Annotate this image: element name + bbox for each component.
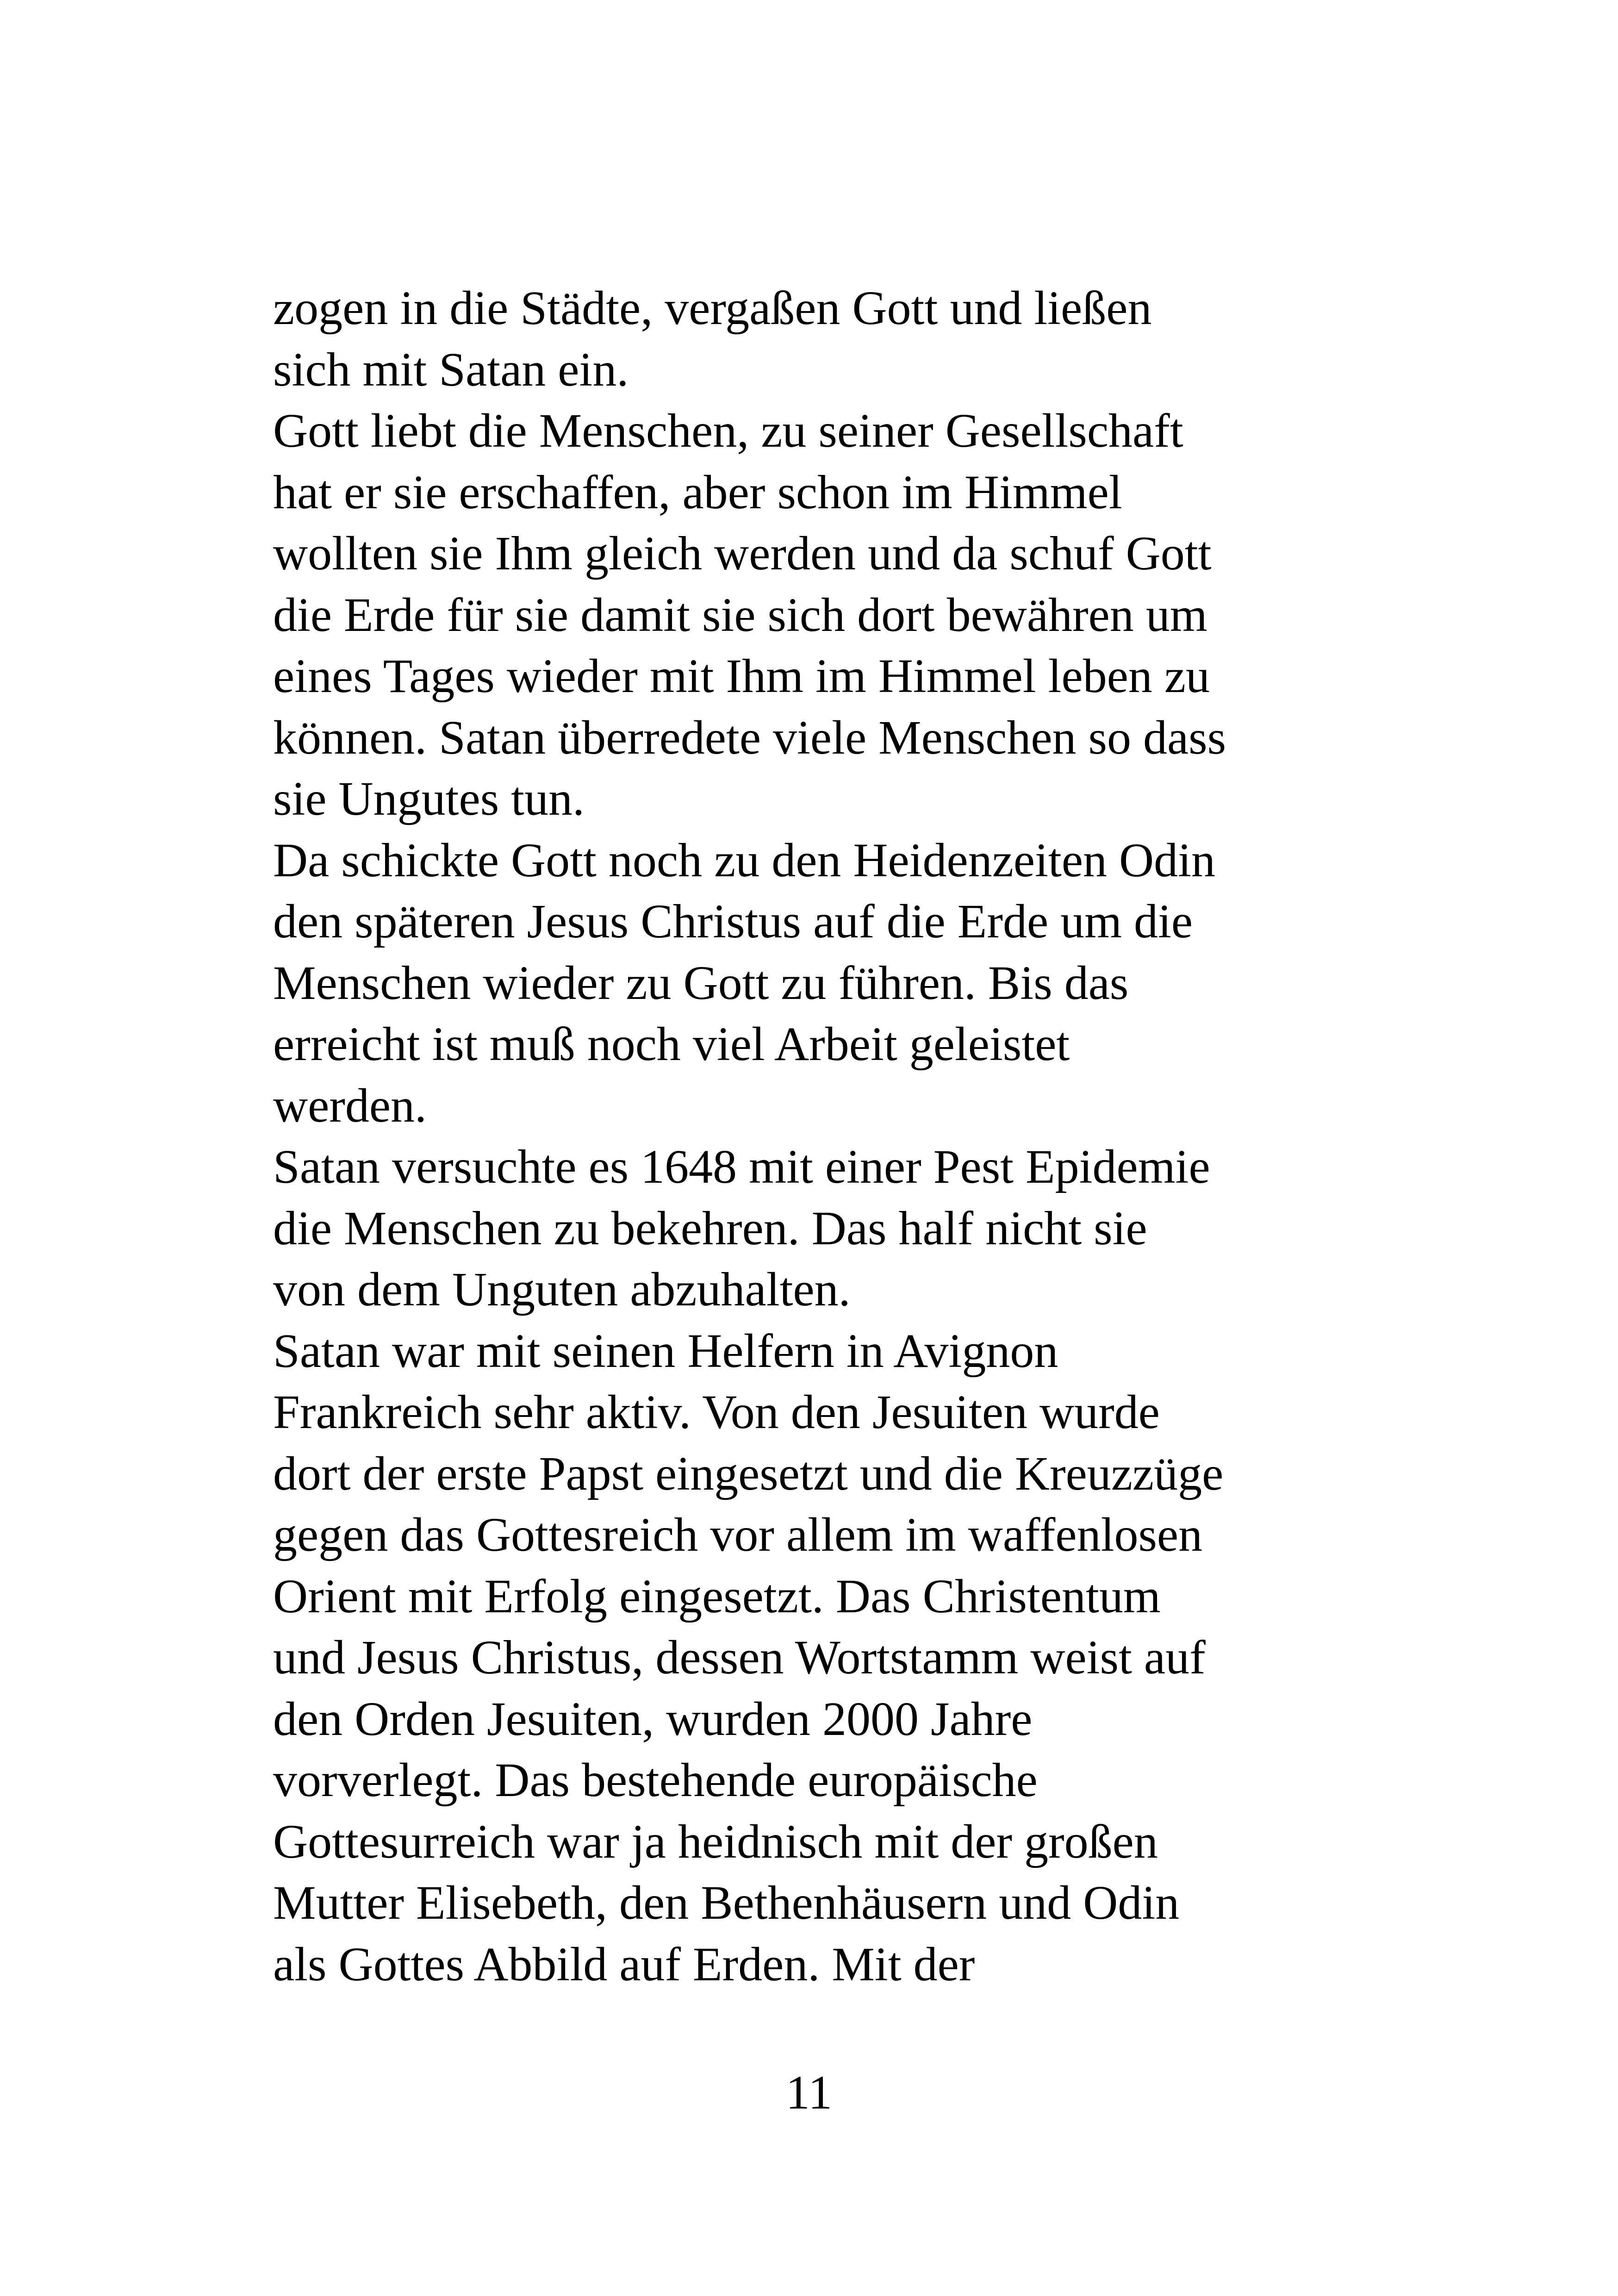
text-line: die Erde für sie damit sie sich dort bewähren um <box>273 588 1207 642</box>
text-line: sich mit Satan ein. <box>273 343 629 396</box>
text-line: werden. <box>273 1079 427 1132</box>
text-line: den späteren Jesus Christus auf die Erde um die <box>273 895 1193 948</box>
text-line: Mutter Elisebeth, den Bethenhäusern und Odin <box>273 1876 1180 1929</box>
text-line: eines Tages wieder mit Ihm im Himmel leben zu <box>273 649 1210 703</box>
text-line: hat er sie erschaffen, aber schon im Himmel <box>273 465 1122 519</box>
text-line: sie Ungutes tun. <box>273 772 585 825</box>
text-line: von dem Unguten abzuhalten. <box>273 1263 851 1316</box>
text-line: Satan war mit seinen Helfern in Avignon <box>273 1324 1058 1378</box>
text-line: erreicht ist muß noch viel Arbeit geleistet <box>273 1017 1070 1071</box>
text-line: dort der erste Papst eingesetzt und die Kreuzzüge <box>273 1447 1224 1500</box>
text-line: zogen in die Städte, vergaßen Gott und ließen <box>273 281 1152 335</box>
text-line: und Jesus Christus, dessen Wortstamm weist auf <box>273 1631 1206 1684</box>
text-line: wollten sie Ihm gleich werden und da schuf Gott <box>273 527 1212 580</box>
text-line: Da schickte Gott noch zu den Heidenzeiten Odin <box>273 833 1215 887</box>
page-number: 11 <box>785 2066 833 2119</box>
text-line: Menschen wieder zu Gott zu führen. Bis das <box>273 956 1129 1010</box>
text-line: die Menschen zu bekehren. Das half nicht sie <box>273 1201 1147 1255</box>
text-line: gegen das Gottesreich vor allem im waffenlosen <box>273 1508 1203 1561</box>
text-line: Gott liebt die Menschen, zu seiner Gesellschaft <box>273 404 1183 457</box>
text-line: den Orden Jesuiten, wurden 2000 Jahre <box>273 1692 1033 1746</box>
text-line: Orient mit Erfolg eingesetzt. Das Christentum <box>273 1569 1161 1623</box>
text-line: können. Satan überredete viele Menschen so dass <box>273 711 1226 764</box>
text-line: Satan versuchte es 1648 mit einer Pest Epidemie <box>273 1140 1210 1193</box>
text-line: Gottesurreich war ja heidnisch mit der großen <box>273 1815 1158 1868</box>
text-line: als Gottes Abbild auf Erden. Mit der <box>273 1937 975 1991</box>
text-line: vorverlegt. Das bestehende europäische <box>273 1753 1038 1807</box>
text-line: Frankreich sehr aktiv. Von den Jesuiten wurde <box>273 1385 1160 1439</box>
body-text <box>273 278 1393 1995</box>
